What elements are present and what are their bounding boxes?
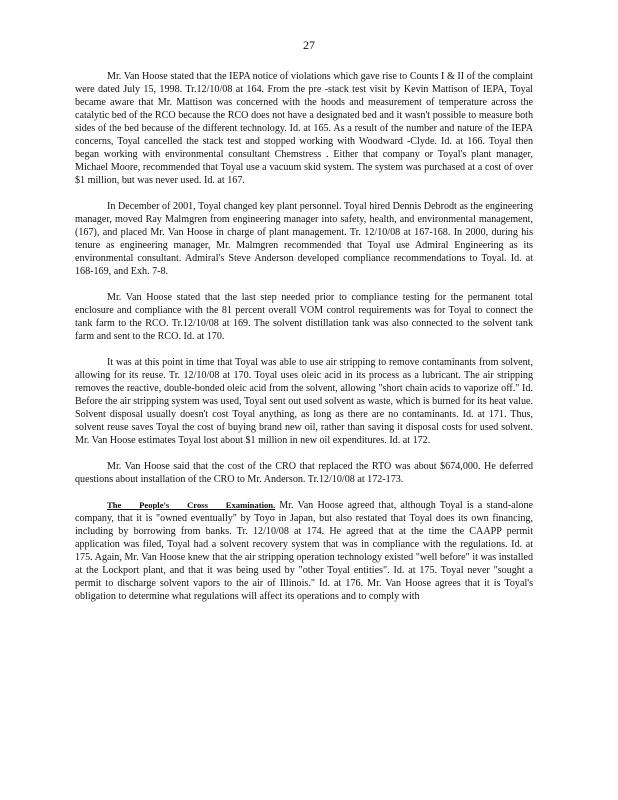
section-heading: The People's Cross Examination. bbox=[107, 500, 276, 510]
page-number: 27 bbox=[303, 38, 315, 52]
paragraph-2: In December of 2001, Toyal changed key plant personnel. Toyal hired Dennis Debrodt as the engineering manager, moved Ray Malmgren from engineering manager into safety, health, and environmental management, (167), and placed Mr. Van Hoose in charge of plant management. Tr. 12/10/08 at 167-168. In 2000, during his tenure as engineering manager, Mr. Malmgren recommended that Toyal use Admiral Engineering as its environmental consultant. Admiral's Steve Anderson developed compliance recommendations to Toyal. Id. at 168-169, and Exh. 7-8. bbox=[75, 201, 533, 277]
paragraph-4: It was at this point in time that Toyal was able to use air stripping to remove contaminants from solvent, allowing for its reuse. Tr. 12/10/08 at 170. Toyal uses oleic acid in its process as a lubricant. The air stripping removes the reactive, double-bonded oleic acid from the solvent, allowing "short chain acids to vaporize off." Id. Before the air stripping system was used, Toyal sent out used solvent as waste, which is burned for its heat value. Solvent disposal usually doesn't cost Toyal anything, as long as there are no contaminants. Id. at 171. Thus, solvent reuse saves Toyal the cost of buying brand new oil, rather than saving it disposal costs for used solvent. Mr. Van Hoose estimates Toyal lost about $1 million in new oil expenditures. Id. at 172. bbox=[75, 357, 533, 446]
body-text bbox=[75, 70, 533, 616]
paragraph-6 bbox=[75, 499, 533, 603]
paragraph-1: Mr. Van Hoose stated that the IEPA notice of violations which gave rise to Counts I & II of the complaint were dated July 15, 1998. Tr.12/10/08 at 164. From the pre -stack test visit by Kevin Mattison of IEPA, Toyal became aware that Mr. Mattison was concerned with the hoods and measurement of temperature across the catalytic bed of the RCO because the RCO does not have a designated bed and it wasn't possible to measure both sides of the bed because of the different technology. Id. at 165. As a result of the number and nature of the IEPA concerns, Toyal cancelled the stack test and stopped working with Woodward -Clyde. Id. at 166. Toyal then began working with environmental consultant Chemstress . Either that company or Toyal's plant manager, Michael Moore, recommended that Toyal use a vacuum skid system. The system was purchased at a cost of over $1 million, but was never used. Id. at 167. bbox=[75, 71, 533, 186]
paragraph-3: Mr. Van Hoose stated that the last step needed prior to compliance testing for the permanent total enclosure and compliance with the 81 percent overall VOM control requirements was for Toyal to connect the tank farm to the RCO. Tr.12/10/08 at 169. The solvent distillation tank was also connected to the solvent tank farm and sent to the RCO. Id. at 170. bbox=[75, 292, 533, 342]
paragraph-5: Mr. Van Hoose said that the cost of the CRO that replaced the RTO was about $674,000. He deferred questions about installation of the CRO to Mr. Anderson. Tr.12/10/08 at 172-173. bbox=[75, 461, 533, 485]
paragraph-6-text: Mr. Van Hoose agreed that, although Toyal is a stand-alone company, that it is "owned eventually" by Toyo in Japan, but also restated that Toyal does its own financing, including by borrowing from banks. Tr. 12/10/08 at 174. He agreed that at the time the CAAPP permit application was filed, Toyal had a solvent recovery system that was in compliance with the regulations. Id. at 175. Again, Mr. Van Hoose knew that the air stripping operation technology existed "well before" it was installed at the Lockport plant, and that it was being used by "other Toyal entities". Id. at 175. Toyal never "sought a permit to discharge solvent vapors to the air of Illinois." Id. at 176. Mr. Van Hoose agrees that it is Toyal's obligation to determine what regulations will affect its operations and to comply with bbox=[75, 500, 534, 602]
